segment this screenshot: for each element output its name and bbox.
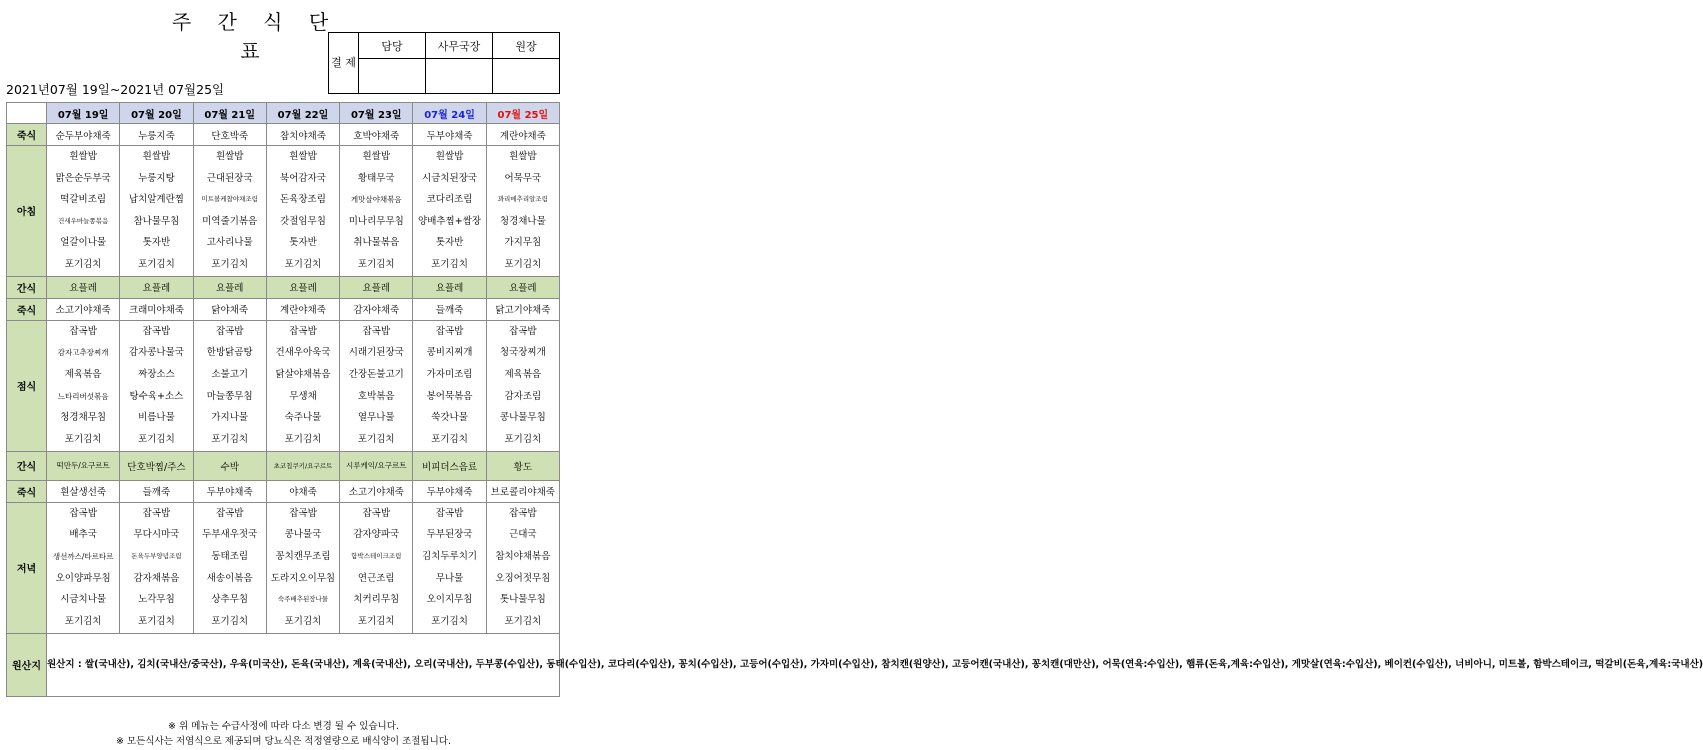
dish: 잡곡밥 xyxy=(69,325,97,337)
dish: 흰쌀밥 xyxy=(435,151,464,162)
dish: 동태조림 xyxy=(211,550,249,562)
dish: 연근조림 xyxy=(357,572,395,584)
footnote-low-salt: ※ 모든식사는 저염식으로 제공되며 당뇨식은 적정열량으로 배식양이 조절됩니다. xyxy=(116,736,451,747)
menu-cell: 누룽지죽 xyxy=(120,124,193,146)
menu-cell xyxy=(120,502,193,633)
approval-box xyxy=(328,32,560,94)
menu-cell: 수박 xyxy=(193,451,266,480)
menu-cell xyxy=(47,320,120,451)
dish: 시금치된장국 xyxy=(422,172,478,184)
meal-label: 저녁 xyxy=(7,502,47,633)
menu-cell: 순두부야채죽 xyxy=(47,124,120,146)
dish: 얼갈이나물 xyxy=(60,237,107,249)
dish: 코다리조림 xyxy=(426,194,473,206)
menu-cell: 요플레 xyxy=(266,276,339,298)
dish: 톳자반 xyxy=(289,237,317,249)
dish: 잡곡밥 xyxy=(215,507,244,519)
menu-cell xyxy=(120,320,193,451)
menu-cell: 요플레 xyxy=(413,276,486,298)
dish: 톳자반 xyxy=(435,237,464,249)
menu-cell xyxy=(47,502,120,633)
dish: 잡곡밥 xyxy=(142,507,171,519)
morning-porridge-row xyxy=(7,124,560,146)
menu-cell xyxy=(47,146,120,277)
weekly-menu-table xyxy=(6,102,1703,697)
menu-cell: 계란야채죽 xyxy=(266,298,339,320)
dish: 꽈리메추리알조림 xyxy=(497,195,548,204)
dish: 봉어묵볶음 xyxy=(426,390,473,402)
dish: 짜장소스 xyxy=(138,368,175,380)
meal-label: 죽식 xyxy=(7,480,47,502)
menu-cell: 참치야채죽 xyxy=(266,124,339,146)
menu-cell xyxy=(340,502,413,633)
dish: 포기김치 xyxy=(431,258,468,270)
approval-side-label: 결 제 xyxy=(329,33,359,94)
dish: 미나리무무침 xyxy=(348,215,404,227)
day-header: 07월 20일 xyxy=(120,103,193,124)
dish: 건새우아욱국 xyxy=(275,347,331,359)
dish: 시래기된장국 xyxy=(348,347,404,359)
dish: 잡곡밥 xyxy=(289,507,317,519)
dish: 포기김치 xyxy=(64,615,102,627)
dish: 포기김치 xyxy=(211,258,249,270)
dish: 청경채나물 xyxy=(499,215,546,227)
menu-cell xyxy=(193,320,266,451)
dinner-porridge-row xyxy=(7,480,560,502)
menu-cell xyxy=(120,146,193,277)
lunch-porridge-row xyxy=(7,298,560,320)
dish: 흰쌀밥 xyxy=(142,151,171,162)
menu-cell: 야채죽 xyxy=(266,480,339,502)
dish: 맑은순두부국 xyxy=(55,172,111,184)
dish: 잡곡밥 xyxy=(289,325,317,337)
meal-label: 간식 xyxy=(7,276,47,298)
dish: 느타리버섯볶음 xyxy=(57,391,109,401)
menu-cell xyxy=(413,146,486,277)
dish: 감자고추장찌개 xyxy=(57,348,109,358)
dish: 청경채무침 xyxy=(60,412,107,424)
menu-cell xyxy=(486,320,559,451)
menu-cell: 두부야채죽 xyxy=(413,124,486,146)
dish: 포기김치 xyxy=(357,615,395,627)
dish: 돈육두부양념조림 xyxy=(131,551,182,560)
dish: 톳자반 xyxy=(142,237,171,249)
dish: 청국장찌개 xyxy=(499,347,546,359)
dish: 포기김치 xyxy=(138,615,175,627)
dish: 포기김치 xyxy=(504,258,542,270)
dish: 가지나물 xyxy=(211,412,249,424)
menu-cell: 들깨죽 xyxy=(120,480,193,502)
menu-cell xyxy=(340,146,413,277)
dish: 호박볶음 xyxy=(357,390,395,402)
dish: 흰쌀밥 xyxy=(69,151,97,162)
menu-cell: 요플레 xyxy=(340,276,413,298)
menu-cell: 시루케익/요구르트 xyxy=(340,451,413,480)
dish: 배추국 xyxy=(69,529,97,541)
dish: 참나물무침 xyxy=(133,215,180,227)
dish: 마늘쫑무침 xyxy=(206,390,253,402)
dish: 콩나물무침 xyxy=(499,412,546,424)
dish: 북어감자국 xyxy=(280,172,326,184)
dish: 포기김치 xyxy=(64,258,102,270)
dish: 누룽지탕 xyxy=(138,172,175,184)
menu-cell: 호박야채죽 xyxy=(340,124,413,146)
dish: 생선까스/타르타르 xyxy=(52,551,114,561)
dish: 김치두루치기 xyxy=(422,550,478,562)
footnote-menu-change: ※ 위 메뉴는 수급사정에 따라 다소 변경 될 수 있습니다. xyxy=(168,721,399,732)
menu-cell: 계란야채죽 xyxy=(486,124,559,146)
dish: 콩나물국 xyxy=(284,529,322,541)
meal-label: 죽식 xyxy=(7,124,47,146)
dish: 근대된장국 xyxy=(206,172,253,184)
dish: 고사리나물 xyxy=(206,237,253,249)
meal-label: 죽식 xyxy=(7,298,47,320)
approval-col-staff: 담당 xyxy=(359,33,426,59)
menu-cell: 닭야채죽 xyxy=(193,298,266,320)
menu-cell: 들깨죽 xyxy=(413,298,486,320)
menu-cell xyxy=(266,146,339,277)
dish: 오이지무침 xyxy=(426,594,473,606)
origin-notice: 원산지 : 쌀(국내산), 김치(국내산/중국산), 우육(미국산), 돈육(국내산), 계육(국내산), 오리(국내산), 두부콩(수입산), 동태(수입산), 코다리(수입산), 꽁치(수입산), 고등어(수입산), 가자미(수입산), 참치캔(원양산), 고등어캔(국내산), 꽁치캔(대만산), 어묵(연육:수입산), 햄류(돈육,계육:수입산), 게맛살(연육:수입산), 베이컨(수입산), 너비아니, 미트볼, 함박스테이크, 떡갈비(돈육,계육:국내산) xyxy=(47,633,560,696)
dish: 감자콩나물국 xyxy=(128,347,184,359)
dish: 포기김치 xyxy=(211,433,249,445)
dish: 간장돈불고기 xyxy=(348,368,404,380)
snack1-row xyxy=(7,276,560,298)
dish: 황태무국 xyxy=(357,172,395,184)
menu-cell: 단호박죽 xyxy=(193,124,266,146)
dish: 소불고기 xyxy=(211,368,249,380)
menu-cell xyxy=(266,320,339,451)
menu-cell xyxy=(413,320,486,451)
dish: 포기김치 xyxy=(211,615,249,627)
dish: 포기김치 xyxy=(138,258,175,270)
menu-cell: 감자야채죽 xyxy=(340,298,413,320)
dish: 포기김치 xyxy=(357,433,395,445)
dish: 두부새우젓국 xyxy=(202,529,258,541)
dish: 포기김치 xyxy=(431,433,468,445)
menu-cell: 닭고기야채죽 xyxy=(486,298,559,320)
dish: 오이양파무침 xyxy=(55,572,111,584)
dish: 잡곡밥 xyxy=(509,507,537,519)
dish: 도라지오이무침 xyxy=(270,572,336,584)
dish: 오징어젓무침 xyxy=(495,572,551,584)
dish: 잡곡밥 xyxy=(435,325,464,337)
approval-col-manager: 사무국장 xyxy=(426,33,493,59)
dish: 숙주나물 xyxy=(284,412,322,424)
menu-cell xyxy=(413,502,486,633)
menu-cell: 비피더스음료 xyxy=(413,451,486,480)
menu-cell xyxy=(193,502,266,633)
dish: 포기김치 xyxy=(138,433,175,445)
dish: 새송이볶음 xyxy=(206,572,253,584)
dish: 어묵무국 xyxy=(504,172,542,184)
menu-cell xyxy=(486,502,559,633)
meal-label: 점식 xyxy=(7,320,47,451)
menu-period: 2021년07월 19일~2021년 07월25일 xyxy=(6,82,225,97)
dish: 제육볶음 xyxy=(504,368,542,380)
dish: 흰쌀밥 xyxy=(215,151,244,162)
meal-label: 원산지 xyxy=(7,633,47,696)
breakfast-row xyxy=(7,146,560,277)
dish: 미역줄기볶음 xyxy=(202,215,258,227)
dish: 돈육장조림 xyxy=(280,194,326,206)
menu-cell xyxy=(193,146,266,277)
dish: 상추무침 xyxy=(211,594,249,606)
dinner-row xyxy=(7,502,560,633)
meal-label: 간식 xyxy=(7,451,47,480)
day-header: 07월 21일 xyxy=(193,103,266,124)
menu-cell: 소고기야채죽 xyxy=(340,480,413,502)
approval-sign-manager xyxy=(426,59,493,94)
dish: 잡곡밥 xyxy=(435,507,464,519)
meal-label: 아침 xyxy=(7,146,47,277)
menu-cell: 요플레 xyxy=(486,276,559,298)
menu-cell: 흰살생선죽 xyxy=(47,480,120,502)
dish: 감자채볶음 xyxy=(133,572,180,584)
dish: 무나물 xyxy=(435,572,464,584)
origin-row xyxy=(7,633,560,696)
dish: 포기김치 xyxy=(504,615,542,627)
menu-cell: 요플레 xyxy=(193,276,266,298)
dish: 꽁치캔무조림 xyxy=(275,550,331,562)
day-header: 07월 22일 xyxy=(266,103,339,124)
dish: 흰쌀밥 xyxy=(289,151,317,162)
dish: 콩비지찌개 xyxy=(426,347,473,359)
menu-cell: 두부야채죽 xyxy=(413,480,486,502)
menu-cell: 요플레 xyxy=(47,276,120,298)
dish: 함박스테이크조림 xyxy=(351,551,402,560)
dish: 잡곡밥 xyxy=(142,325,171,337)
dish: 치커리무침 xyxy=(353,594,400,606)
dish: 감자양파국 xyxy=(353,529,400,541)
dish: 잡곡밥 xyxy=(215,325,244,337)
page-title: 주 간 식 단 표 xyxy=(171,10,339,63)
dish: 가지무침 xyxy=(504,237,542,249)
day-header-row xyxy=(7,103,560,124)
corner-cell xyxy=(7,103,47,124)
dish: 노각무침 xyxy=(138,594,175,606)
dish: 포기김치 xyxy=(284,433,322,445)
lunch-row xyxy=(7,320,560,451)
dish: 떡갈비조림 xyxy=(60,194,107,206)
dish: 탕수육+소스 xyxy=(129,390,184,402)
snack2-row xyxy=(7,451,560,480)
dish: 포기김치 xyxy=(284,258,322,270)
menu-cell xyxy=(486,146,559,277)
menu-cell: 크래미야채죽 xyxy=(120,298,193,320)
dish: 비름나물 xyxy=(138,412,175,424)
dish: 숙주배추된장나물 xyxy=(277,595,329,604)
approval-col-director: 원장 xyxy=(493,33,560,59)
dish: 참치야채볶음 xyxy=(495,550,551,562)
dish: 갓절임무침 xyxy=(280,215,326,227)
dish: 포기김치 xyxy=(64,433,102,445)
dish: 잡곡밥 xyxy=(69,507,97,519)
dish: 한방닭곰탕 xyxy=(206,347,253,359)
menu-cell: 초코칩쿠키/요구르트 xyxy=(266,451,339,480)
dish: 포기김치 xyxy=(284,615,322,627)
dish: 포기김치 xyxy=(504,433,542,445)
dish: 열무나물 xyxy=(357,412,395,424)
day-header: 07월 19일 xyxy=(47,103,120,124)
dish: 감자조림 xyxy=(504,390,542,402)
menu-cell: 브로콜리야채죽 xyxy=(486,480,559,502)
dish: 쑥갓나물 xyxy=(431,412,468,424)
menu-cell: 소고기야채죽 xyxy=(47,298,120,320)
dish: 포기김치 xyxy=(431,615,468,627)
dish: 무생채 xyxy=(289,390,317,402)
menu-cell xyxy=(340,320,413,451)
approval-sign-director xyxy=(493,59,560,94)
dish: 제육볶음 xyxy=(64,368,102,380)
dish: 미트볼케찹야채조림 xyxy=(201,195,258,204)
dish: 양배추찜+쌈장 xyxy=(418,215,482,227)
menu-cell: 단호박찜/주스 xyxy=(120,451,193,480)
dish: 근대국 xyxy=(509,529,537,541)
menu-cell: 황도 xyxy=(486,451,559,480)
dish: 납치알계란찜 xyxy=(128,194,184,206)
day-header-sunday: 07월 25일 xyxy=(486,103,559,124)
day-header: 07월 23일 xyxy=(340,103,413,124)
dish: 톳나물무침 xyxy=(499,594,546,606)
dish: 포기김치 xyxy=(357,258,395,270)
dish: 두부된장국 xyxy=(426,529,473,541)
dish: 무다시마국 xyxy=(133,529,180,541)
dish: 흰쌀밥 xyxy=(362,151,391,162)
dish: 잡곡밥 xyxy=(509,325,537,337)
dish: 시금치나물 xyxy=(60,594,107,606)
dish: 건새우마늘쫑볶음 xyxy=(58,216,109,225)
dish: 잡곡밥 xyxy=(362,507,391,519)
day-header-saturday: 07월 24일 xyxy=(413,103,486,124)
menu-cell: 요플레 xyxy=(120,276,193,298)
dish: 취나물볶음 xyxy=(353,237,400,249)
approval-sign-staff xyxy=(359,59,426,94)
dish: 닭살야채볶음 xyxy=(275,368,331,380)
dish: 흰쌀밥 xyxy=(509,151,537,162)
dish: 가자미조림 xyxy=(426,368,473,380)
menu-cell: 떡만두/요구르트 xyxy=(47,451,120,480)
menu-cell: 두부야채죽 xyxy=(193,480,266,502)
menu-cell xyxy=(266,502,339,633)
dish: 잡곡밥 xyxy=(362,325,391,337)
dish: 게맛살야채볶음 xyxy=(350,195,402,205)
